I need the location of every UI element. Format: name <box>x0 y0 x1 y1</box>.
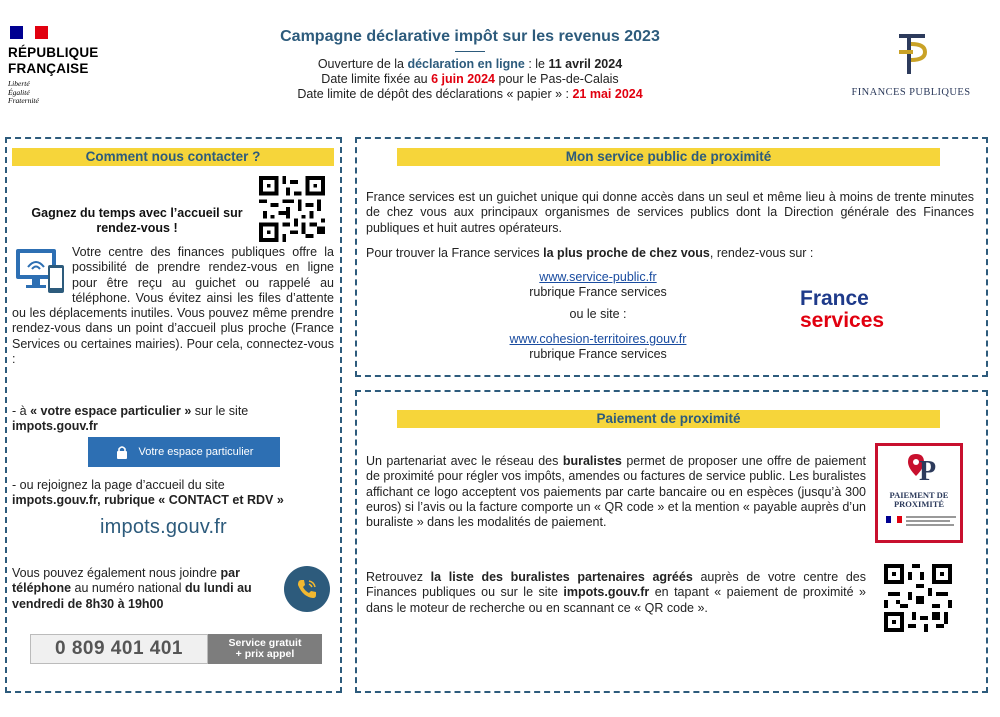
proximite-panel-title: Mon service public de proximité <box>397 148 940 166</box>
finances-publiques-emblem-icon <box>891 30 931 78</box>
svg-text:P: P <box>919 456 937 487</box>
header-line-deadline: Date limite fixée au 6 juin 2024 pour le Pas-de-Calais <box>321 72 619 86</box>
paiement-paragraph-1: Un partenariat avec le réseau des buralistes permet de proposer une offre de paiement de proximité pour régler vos impôts, amendes ou factures de service public. Les buralistes affichant ce logo acceptent vos paiements par carte bancaire ou en espèces (jusqu’à 300 euros) si l’avis ou la facture comporte un « QR code » et la mention « payable auprès d’un buraliste » dans les modalités de paiement. <box>366 454 867 530</box>
cohesion-territoires-link[interactable]: www.cohesion-territoires.gouv.fr <box>509 331 687 346</box>
proximite-find-text: Pour trouver la France services la plus proche de chez vous, rendez-vous sur : <box>366 246 814 260</box>
republic-name-line2: FRANÇAISE <box>8 61 89 76</box>
paiement-panel-title: Paiement de proximité <box>397 410 940 428</box>
phone-number-banner <box>30 634 322 664</box>
title-divider <box>455 51 485 52</box>
french-flag-icon <box>10 26 48 39</box>
badge-caption-line <box>906 516 956 518</box>
finances-publiques-text: FINANCES PUBLIQUES <box>851 87 971 98</box>
rubrique-france-services-1: rubrique France services <box>529 285 667 300</box>
contact-panel-title: Comment nous contacter ? <box>12 148 334 166</box>
badge-flag-icon <box>886 516 902 523</box>
campaign-header <box>200 28 740 102</box>
page-title: Campagne déclarative impôt sur les revenus 2023 <box>280 28 660 45</box>
contact-phone-text: Vous pouvez également nous joindre par téléphone au numéro national du lundi au vendredi de 8h30 à 19h00 <box>12 566 252 611</box>
republique-francaise-logo <box>8 26 118 106</box>
or-site-label: ou le site : <box>569 306 627 321</box>
motto-fraternite: Fraternité <box>8 96 39 105</box>
badge-line-1: PAIEMENT DE <box>889 490 949 500</box>
proximite-paragraph: France services est un guichet unique qui donne accès dans un seul et même lieu à moins de trente minutes de chez vous aux principaux organismes de services publics dont la Direction générale des Finances publiques et huit autres opérateurs. <box>366 190 974 235</box>
badge-caption-line <box>906 520 950 522</box>
finances-publiques-logo <box>836 30 986 98</box>
qr-code-icon <box>258 176 326 242</box>
badge-caption-line <box>906 524 954 526</box>
rubrique-france-services-2: rubrique France services <box>529 347 667 362</box>
contact-bullet-rdv: - ou rejoignez la page d’accueil du site impots.gouv.fr, rubrique « CONTACT et RDV » <box>12 478 284 508</box>
paiement-proximite-badge <box>875 443 963 543</box>
header-line-online: Ouverture de la déclaration en ligne : le 11 avril 2024 <box>317 57 623 71</box>
impots-gouv-logo: impots.gouv.fr <box>100 516 227 538</box>
contact-intro: Gagnez du temps avec l’accueil sur rendez-vous ! <box>31 206 243 236</box>
motto-liberte: Liberté <box>8 79 30 88</box>
france-services-logo: France services <box>800 287 885 332</box>
paiement-paragraph-2: Retrouvez la liste des buralistes partenaires agréés auprès de votre centre des Finances publiques ou sur le site impots.gouv.fr en tapant « paiement de proximité » dans le moteur de recherche ou en scannant ce « QR code ». <box>366 570 866 615</box>
phone-number[interactable]: 0 809 401 401 <box>30 634 208 664</box>
qr-code-paiement-icon <box>884 564 952 632</box>
header-line-paper: Date limite de dépôt des déclarations « papier » : 21 mai 2024 <box>297 87 643 101</box>
telephone-icon <box>284 566 330 612</box>
lock-icon <box>115 445 129 459</box>
contact-bullet-espace: - à « votre espace particulier » sur le site impots.gouv.fr <box>12 404 249 434</box>
service-public-link[interactable]: www.service-public.fr <box>539 270 657 284</box>
service-gratuit-label: Service gratuit + prix appel <box>208 634 322 664</box>
espace-particulier-button[interactable]: Votre espace particulier <box>88 437 280 467</box>
motto-egalite: Égalité <box>8 87 30 97</box>
republic-name-line1: RÉPUBLIQUE <box>8 45 99 60</box>
service-public-block <box>460 270 736 362</box>
badge-line-2: PROXIMITÉ <box>893 499 945 509</box>
location-pin-p-icon <box>902 450 938 488</box>
contact-paragraph: Votre centre des finances publiques offre la possibilité de prendre rendez-vous en ligne pour être reçu au guichet ou rappelé au téléphone. Vous évitez ainsi les files d’attente ou les déplacements inutiles. Vous pouvez même prendre rendez-vous dans un point d’accueil plus proche (France Services ou certaines mairies). Pour cela, connectez-vous : <box>12 245 334 367</box>
